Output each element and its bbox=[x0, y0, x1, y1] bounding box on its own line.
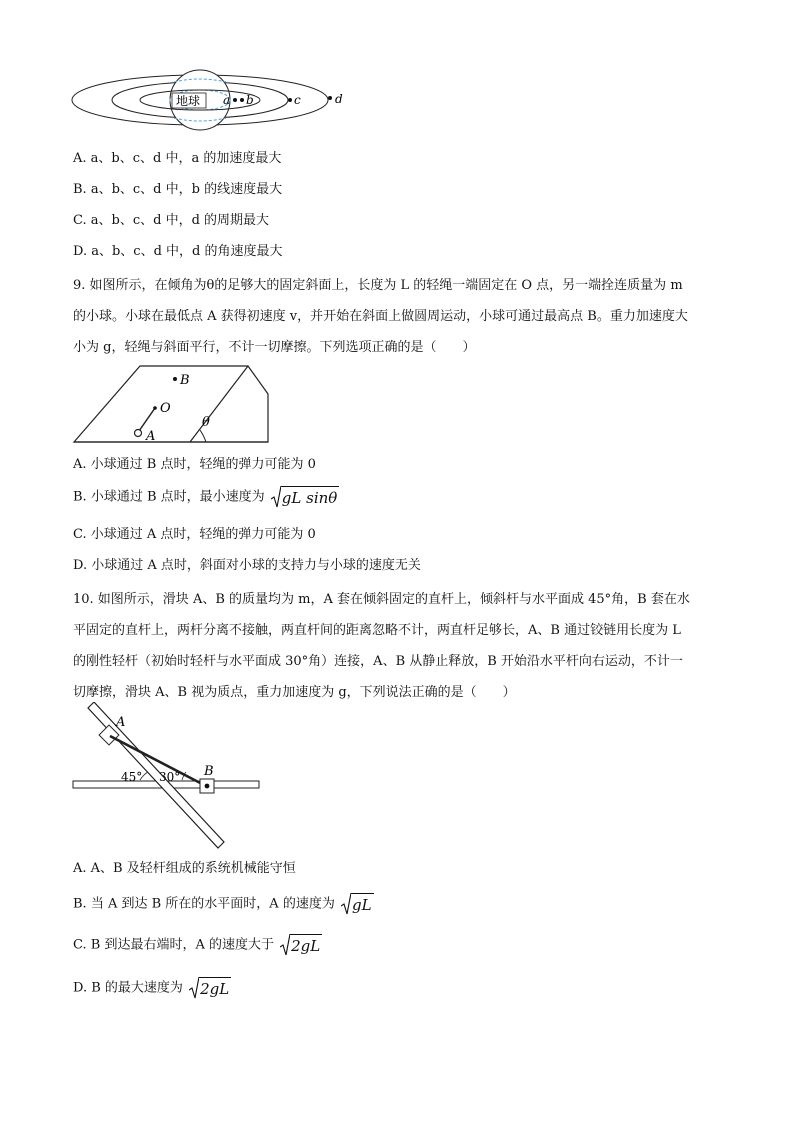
incline-figure bbox=[72, 362, 272, 446]
sqrt-icon bbox=[271, 486, 281, 508]
q8-option-d: D. a、b、c、d 中，d 的角速度最大 bbox=[73, 244, 283, 259]
q10-option-a: A. A、B 及轻杆组成的系统机械能守恒 bbox=[73, 861, 296, 876]
q9-stem-line: 的小球。小球在最低点 A 获得初速度 v，并开始在斜面上做圆周运动，小球可通过最高点 B。重力加速度大 bbox=[73, 309, 688, 324]
orbit-label-c: c bbox=[294, 93, 301, 107]
q10-option-c: C. B 到达最右端时，A 的速度大于 2gL bbox=[73, 934, 322, 956]
sqrt-icon bbox=[280, 934, 290, 956]
rod-label-a: A bbox=[116, 715, 126, 730]
q8-option-c: C. a、b、c、d 中，d 的周期最大 bbox=[73, 213, 270, 228]
q10-stem-line: 切摩擦，滑块 A、B 视为质点，重力加速度为 g，下列说法正确的是（ ） bbox=[73, 685, 516, 700]
orbit-figure bbox=[70, 68, 360, 138]
q9-stem-line: 小为 g，轻绳与斜面平行，不计一切摩擦。下列选项正确的是（ ） bbox=[73, 340, 476, 355]
sqrt-expression: gL bbox=[341, 893, 374, 915]
q9-option-d: D. 小球通过 A 点时，斜面对小球的支持力与小球的速度无关 bbox=[73, 558, 421, 573]
q10-option-d: D. B 的最大速度为 2gL bbox=[73, 977, 231, 999]
incline-point-o: O bbox=[160, 401, 171, 416]
q9-option-c: C. 小球通过 A 点时，轻绳的弹力可能为 0 bbox=[73, 527, 316, 542]
q9-stem-line: 9. 如图所示，在倾角为θ的足够大的固定斜面上，长度为 L 的轻绳一端固定在 O 点，另一端拴连质量为 m bbox=[73, 278, 683, 293]
sqrt-expression: 2gL bbox=[189, 977, 231, 999]
q8-option-b: B. a、b、c、d 中，b 的线速度最大 bbox=[73, 182, 283, 197]
earth-label: 地球 bbox=[176, 94, 201, 108]
sqrt-expression: 2gL bbox=[280, 934, 322, 956]
q10-stem bbox=[73, 584, 725, 708]
q10-stem-line: 10. 如图所示，滑块 A、B 的质量均为 m，A 套在倾斜固定的直杆上，倾斜杆与水平面成 45°角，B 套在水 bbox=[73, 592, 690, 607]
incline-point-b: B bbox=[180, 373, 190, 388]
orbit-label-a: a bbox=[223, 93, 231, 107]
q10-option-b: B. 当 A 到达 B 所在的水平面时，A 的速度为 gL bbox=[73, 893, 374, 915]
q9-stem bbox=[73, 270, 725, 363]
rod-label-b: B bbox=[204, 764, 214, 779]
orbit-label-d: d bbox=[335, 92, 343, 106]
q9-option-b: B. 小球通过 B 点时，最小速度为 gL sinθ bbox=[73, 486, 339, 508]
q10-stem-line: 平固定的直杆上，两杆分离不接触，两直杆间的距离忽略不计，两直杆足够长，A、B 通过铰链用长度为 L bbox=[73, 623, 681, 638]
q9-option-a: A. 小球通过 B 点时，轻绳的弹力可能为 0 bbox=[73, 457, 316, 472]
sqrt-icon bbox=[341, 893, 351, 915]
q10-stem-line: 的刚性轻杆（初始时轻杆与水平面成 30°角）连接，A、B 从静止释放，B 开始沿水平杆向右运动，不计一 bbox=[73, 654, 683, 669]
q8-option-a: A. a、b、c、d 中，a 的加速度最大 bbox=[73, 151, 282, 166]
sqrt-icon bbox=[189, 977, 199, 999]
rod-angle-45: 45° bbox=[121, 770, 143, 784]
incline-angle-theta: θ bbox=[202, 415, 210, 430]
orbit-label-b: b bbox=[246, 93, 254, 107]
incline-point-a: A bbox=[146, 429, 156, 444]
rod-angle-30: 30° bbox=[159, 770, 181, 784]
rod-figure bbox=[72, 702, 264, 850]
sqrt-expression: gL sinθ bbox=[271, 486, 340, 508]
